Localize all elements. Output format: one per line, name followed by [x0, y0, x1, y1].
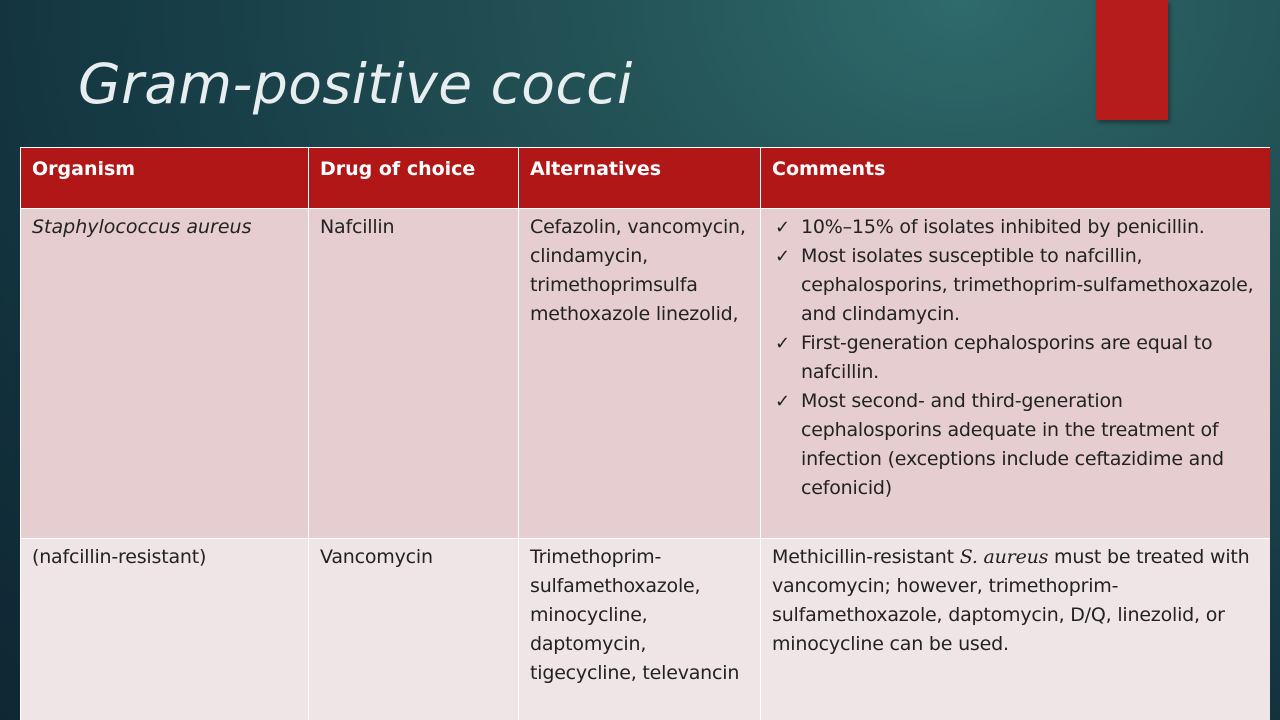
cell-alternatives: Cefazolin, vancomycin, clindamycin, trimethoprimsulfa methoxazole linezolid, — [519, 209, 761, 539]
list-item — [772, 242, 1259, 329]
comment-text: Most second- and third-generation cephalosporins adequate in the treatment of infection (exceptions include ceftazidime and cefonicid) — [801, 390, 1224, 499]
comment-text-pre: Methicillin-resistant — [772, 546, 960, 568]
table-header-row — [21, 148, 1271, 209]
drug-table — [20, 147, 1270, 720]
cell-comments — [761, 209, 1271, 539]
accent-bar — [1096, 0, 1168, 120]
list-item — [772, 329, 1259, 387]
comments-list — [772, 213, 1259, 503]
cell-comments — [761, 539, 1271, 720]
header-drug-of-choice: Drug of choice — [309, 148, 519, 209]
checkmark-icon: ✓ — [775, 391, 790, 412]
table-container — [20, 147, 1270, 720]
header-alternatives: Alternatives — [519, 148, 761, 209]
checkmark-icon: ✓ — [775, 333, 790, 354]
cell-alternatives: Trimethoprim-sulfamethoxazole, minocycline, daptomycin, tigecycline, televancin — [519, 539, 761, 720]
comment-organism: S. aureus — [959, 546, 1049, 568]
cell-drug: Vancomycin — [309, 539, 519, 720]
table-row — [21, 539, 1271, 720]
cell-organism: Staphylococcus aureus — [21, 209, 309, 539]
slide-title: Gram-positive cocci — [78, 52, 633, 116]
comment-text: Most isolates susceptible to nafcillin, cephalosporins, trimethoprim-sulfamethoxazole, and clindamycin. — [801, 245, 1254, 325]
comment-text: First-generation cephalosporins are equal to nafcillin. — [801, 332, 1213, 383]
header-comments: Comments — [761, 148, 1271, 209]
comment-text: 10%–15% of isolates inhibited by penicillin. — [801, 216, 1205, 238]
cell-organism: (nafcillin-resistant) — [21, 539, 309, 720]
list-item — [772, 387, 1259, 503]
checkmark-icon: ✓ — [775, 246, 790, 267]
list-item — [772, 213, 1259, 242]
header-organism: Organism — [21, 148, 309, 209]
checkmark-icon: ✓ — [775, 217, 790, 238]
table-row — [21, 209, 1271, 539]
comment-text-post: must be treated with vancomycin; however, trimethoprim-sulfamethoxazole, daptomycin, D/Q, linezolid, or minocycline can be used. — [772, 546, 1250, 655]
cell-drug: Nafcillin — [309, 209, 519, 539]
